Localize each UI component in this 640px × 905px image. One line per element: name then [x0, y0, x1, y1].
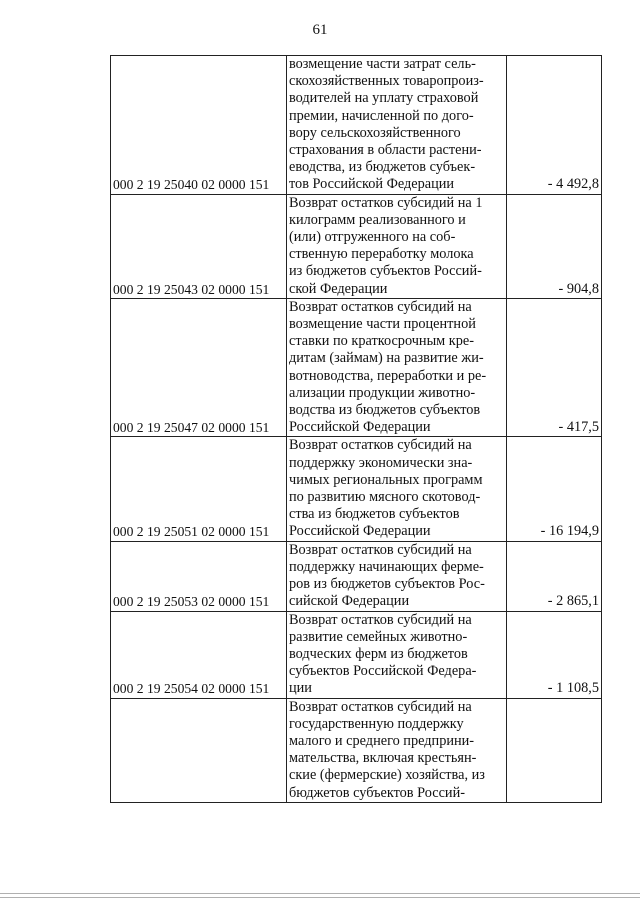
- description-line: Возврат остатков субсидий на: [289, 541, 472, 558]
- description-line: мательства, включая крестьян-: [289, 750, 477, 767]
- description-line: Возврат остатков субсидий на 1: [289, 194, 483, 211]
- description-line: тов Российской Федерации: [289, 176, 455, 193]
- budget-table: [110, 55, 602, 803]
- table-row: [111, 437, 602, 541]
- description-line: ров из бюджетов субъектов Рос-: [289, 576, 485, 593]
- scan-edge-line: [0, 893, 640, 894]
- description-line: скохозяйственных товаропроиз-: [289, 73, 484, 90]
- amount-cell: - 417,5: [507, 298, 602, 437]
- description-line: поддержку начинающих ферме-: [289, 558, 484, 575]
- description-line: водителей на уплату страховой: [289, 90, 479, 107]
- budget-code-cell: 000 2 19 25043 02 0000 151: [111, 194, 287, 298]
- table-row: [111, 541, 602, 611]
- amount-cell: - 16 194,9: [507, 437, 602, 541]
- table-row: [111, 698, 602, 802]
- budget-code-cell: 000 2 19 25053 02 0000 151: [111, 541, 287, 611]
- item-description-cell: [287, 298, 507, 437]
- description-line: ставки по краткосрочным кре-: [289, 333, 474, 350]
- description-line: ской Федерации: [289, 280, 388, 297]
- description-line: премии, начисленной по дого-: [289, 107, 474, 124]
- budget-code-cell: 000 2 19 25047 02 0000 151: [111, 298, 287, 437]
- amount-cell: - 904,8: [507, 194, 602, 298]
- description-line: ции: [289, 680, 312, 697]
- description-line: государственную поддержку: [289, 715, 464, 732]
- description-line: бюджетов субъектов Россий-: [289, 784, 465, 801]
- budget-code-cell: 000 2 19 25054 02 0000 151: [111, 611, 287, 698]
- description-line: водства из бюджетов субъектов: [289, 402, 481, 419]
- table-row: [111, 298, 602, 437]
- description-line: ства из бюджетов субъектов: [289, 506, 460, 523]
- description-line: малого и среднего предприни-: [289, 732, 475, 749]
- description-line: вотноводства, переработки и ре-: [289, 367, 487, 384]
- table-row: [111, 194, 602, 298]
- budget-code-cell: 000 2 19 25051 02 0000 151: [111, 437, 287, 541]
- amount-cell: - 2 865,1: [507, 541, 602, 611]
- description-line: ственную переработку молока: [289, 246, 474, 263]
- amount-cell: - 1 108,5: [507, 611, 602, 698]
- description-line: ализации продукции животно-: [289, 384, 476, 401]
- description-line: Возврат остатков субсидий на: [289, 611, 472, 628]
- description-line: еводства, из бюджетов субъек-: [289, 159, 476, 176]
- description-line: водческих ферм из бюджетов: [289, 645, 468, 662]
- item-description-cell: [287, 541, 507, 611]
- description-line: килограмм реализованного и: [289, 211, 466, 228]
- description-line: Возврат остатков субсидий на: [289, 437, 472, 454]
- description-line: Российской Федерации: [289, 523, 431, 540]
- item-description-cell: [287, 56, 507, 195]
- description-line: (или) отгруженного на соб-: [289, 229, 456, 246]
- description-line: вору сельскохозяйственного: [289, 124, 461, 141]
- table-row: [111, 611, 602, 698]
- description-line: из бюджетов субъектов Россий-: [289, 263, 482, 280]
- description-line: чимых региональных программ: [289, 471, 483, 488]
- description-line: возмещение части затрат сель-: [289, 56, 476, 72]
- description-line: Российской Федерации: [289, 419, 431, 436]
- item-description-cell: [287, 611, 507, 698]
- description-line: развитие семейных животно-: [289, 628, 468, 645]
- description-line: возмещение части процентной: [289, 316, 476, 333]
- item-description-cell: [287, 194, 507, 298]
- description-line: субъектов Российской Федера-: [289, 663, 477, 680]
- item-description-cell: [287, 698, 507, 802]
- page-number: 61: [312, 22, 328, 38]
- amount-cell: [507, 698, 602, 802]
- description-line: дитам (займам) на развитие жи-: [289, 350, 484, 367]
- description-line: ские (фермерские) хозяйства, из: [289, 767, 485, 784]
- budget-code-cell: [111, 698, 287, 802]
- scan-edge-line: [0, 897, 640, 898]
- description-line: страхования в области растени-: [289, 142, 482, 159]
- description-line: по развитию мясного скотовод-: [289, 489, 481, 506]
- table-body: [111, 56, 602, 803]
- description-line: Возврат остатков субсидий на: [289, 298, 472, 315]
- description-line: Возврат остатков субсидий на: [289, 698, 472, 715]
- item-description-cell: [287, 437, 507, 541]
- description-line: поддержку экономически зна-: [289, 454, 473, 471]
- description-line: сийской Федерации: [289, 593, 410, 610]
- budget-code-cell: 000 2 19 25040 02 0000 151: [111, 56, 287, 195]
- amount-cell: - 4 492,8: [507, 56, 602, 195]
- table-row: [111, 56, 602, 195]
